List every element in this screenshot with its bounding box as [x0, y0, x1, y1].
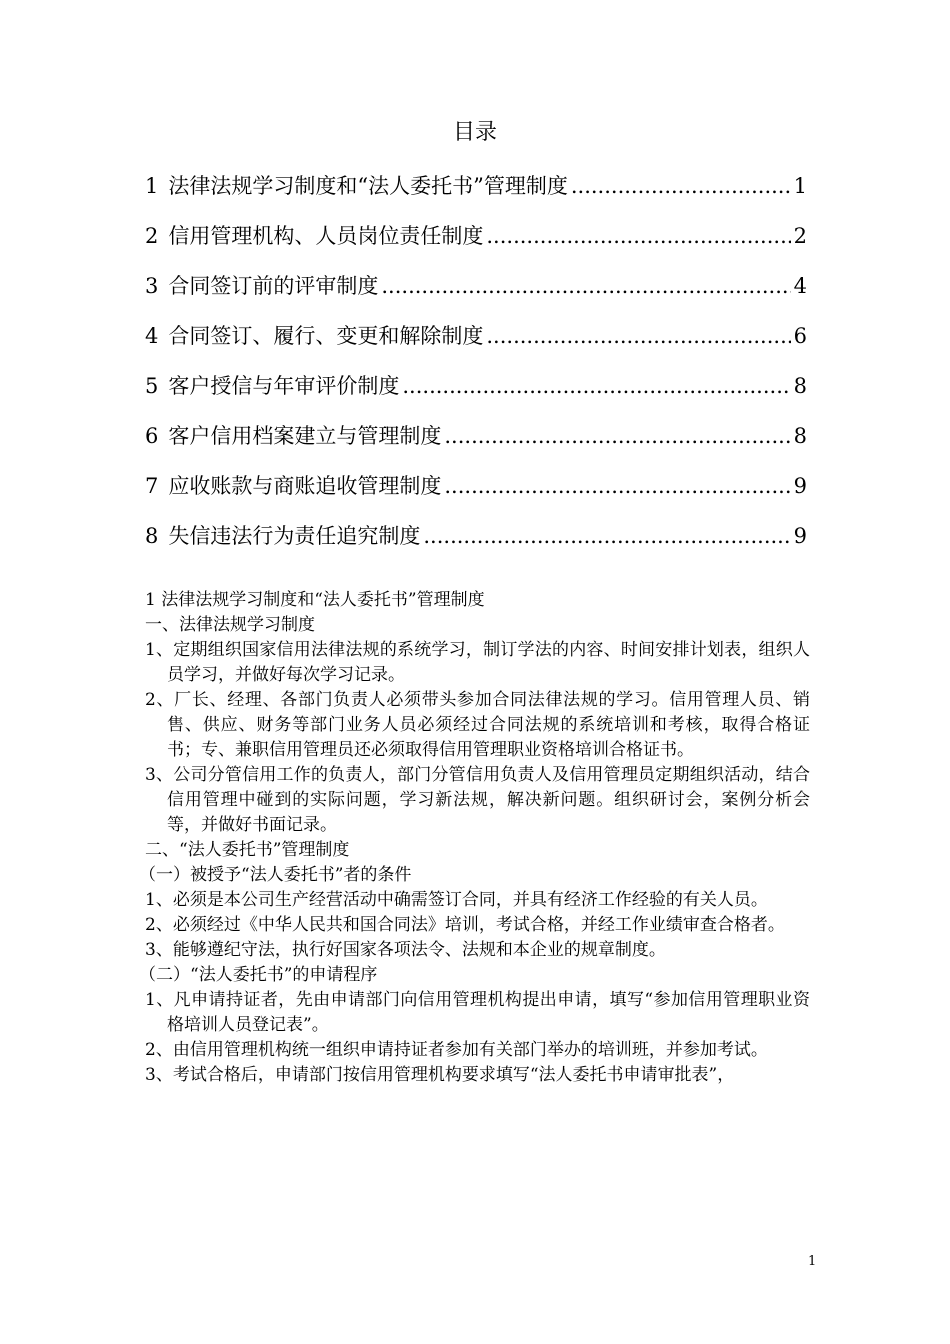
toc-entry-title: 应收账款与商账追收管理制度: [168, 474, 442, 498]
toc-entry-number: 2: [145, 224, 159, 248]
toc-leader-dots: [486, 320, 790, 352]
list-item: 3、公司分管信用工作的负责人，部门分管信用负责人及信用管理员定期组织活动，结合信用管理中碰到的实际问题，学习新法规，解决新问题。组织研讨会，案例分析会等，并做好书面记录。: [145, 765, 810, 835]
toc-entry-title: 客户信用档案建立与管理制度: [168, 424, 442, 448]
toc-entry-page: 4: [793, 274, 807, 298]
page-number: 1: [808, 1254, 817, 1269]
toc-leader-dots: [571, 170, 791, 202]
toc-leader-dots: [381, 270, 790, 302]
toc-entry-page: 6: [793, 324, 807, 348]
toc-entry-page: 8: [793, 424, 807, 448]
subsection-heading: （二）“法人委托书”的申请程序: [139, 965, 378, 985]
toc-entry-page: 9: [793, 474, 807, 498]
part-heading: 二、“法人委托书”管理制度: [145, 840, 350, 860]
toc-entry-page: 8: [793, 374, 807, 398]
toc-entry-title: 合同签订前的评审制度: [168, 274, 379, 298]
toc-entry-number: 7: [145, 474, 159, 498]
list-item: 2、必须经过《中华人民共和国合同法》培训，考试合格，并经工作业绩审查合格者。: [145, 915, 785, 935]
toc-entry-number: 5: [145, 374, 159, 398]
toc-entry[interactable]: [145, 470, 807, 520]
toc-leader-dots: [444, 470, 790, 502]
toc-entry-number: 4: [145, 324, 159, 348]
part-heading: 一、法律法规学习制度: [145, 615, 315, 635]
document-body: [139, 588, 810, 1088]
toc-entry-number: 6: [145, 424, 159, 448]
list-item: 1、凡申请持证者，先由申请部门向信用管理机构提出申请，填写“参加信用管理职业资格培训人员登记表”。: [145, 990, 810, 1035]
toc-entry-title: 失信违法行为责任追究制度: [168, 524, 421, 548]
toc-entry-title: 客户授信与年审评价制度: [168, 374, 400, 398]
section-heading: 1 法律法规学习制度和“法人委托书”管理制度: [145, 590, 485, 610]
toc-entry[interactable]: [145, 220, 807, 270]
toc-entry-title: 合同签订、履行、变更和解除制度: [168, 324, 484, 348]
list-item: 1、必须是本公司生产经营活动中确需签订合同，并具有经济工作经验的有关人员。: [145, 890, 768, 910]
toc-leader-dots: [486, 220, 790, 252]
toc-entry[interactable]: [145, 370, 807, 420]
table-of-contents: [145, 170, 807, 570]
toc-entry[interactable]: [145, 520, 807, 570]
toc-entry-page: 1: [793, 174, 807, 198]
toc-entry-title: 信用管理机构、人员岗位责任制度: [168, 224, 484, 248]
toc-entry-page: 9: [793, 524, 807, 548]
toc-leader-dots: [402, 370, 790, 402]
toc-entry[interactable]: [145, 320, 807, 370]
list-item: 2、由信用管理机构统一组织申请持证者参加有关部门举办的培训班，并参加考试。: [145, 1040, 768, 1060]
subsection-heading: （一）被授予“法人委托书”者的条件: [139, 865, 412, 885]
toc-entry-number: 3: [145, 274, 159, 298]
toc-leader-dots: [444, 420, 790, 452]
toc-entry-title: 法律法规学习制度和“法人委托书”管理制度: [168, 174, 568, 198]
toc-entry-number: 8: [145, 524, 159, 548]
list-item: 3、能够遵纪守法，执行好国家各项法令、法规和本企业的规章制度。: [145, 940, 666, 960]
toc-entry[interactable]: [145, 170, 807, 220]
toc-title: 目录: [452, 120, 497, 145]
list-item: 2、厂长、经理、各部门负责人必须带头参加合同法律法规的学习。信用管理人员、销售、供应、财务等部门业务人员必须经过合同法规的系统培训和考核，取得合格证书；专、兼职信用管理员还必须取得信用管理职业资格培训合格证书。: [145, 690, 810, 760]
toc-entry[interactable]: [145, 270, 807, 320]
toc-entry[interactable]: [145, 420, 807, 470]
list-item: 3、考试合格后，申请部门按信用管理机构要求填写“法人委托书申请审批表”，: [145, 1065, 735, 1085]
toc-entry-number: 1: [145, 174, 159, 198]
toc-leader-dots: [423, 520, 790, 552]
toc-entry-page: 2: [793, 224, 807, 248]
list-item: 1、定期组织国家信用法律法规的系统学习，制订学法的内容、时间安排计划表，组织人员学习，并做好每次学习记录。: [145, 640, 810, 685]
